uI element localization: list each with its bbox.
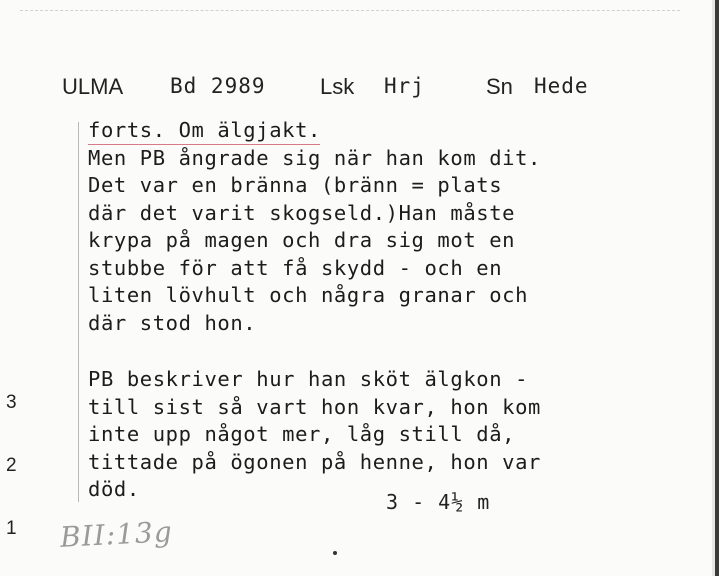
parish-value: Hede [534,74,589,98]
text-line: där det varit skogseld.)Han måste [88,200,516,225]
margin-number: 2 [6,455,17,476]
volume-number: Bd 2989 [170,74,266,98]
county-label: Lsk [320,74,355,99]
text-line: forts. Om älgjakt. [88,118,321,142]
margin-number: 1 [6,518,17,539]
text-line: Men PB ångrade sig när han kom dit. [88,145,541,170]
margin-rule [78,122,79,502]
text-line: stubbe för att få skydd - och en [88,255,503,280]
text-line: där stod hon. [88,310,257,335]
parish-label: Sn [486,74,513,99]
text-line: död. [88,477,140,501]
measurement-note: 3 - 4½ m [386,490,491,514]
card-header [62,72,672,104]
text-line: till sist så vart hon kvar, hon kom [88,394,541,419]
text-line: liten lövhult och några granar och [88,283,529,307]
county-value: Hrj [384,74,425,98]
text-line: Det var en bränna (bränn = plats [88,173,503,197]
text-line: tittade på ögonen på henne, hon var [88,449,541,474]
paragraph-2 [88,366,688,504]
margin-number: 3 [6,392,17,413]
top-edge-mark [20,10,680,11]
text-line: krypa på magen och dra sig mot en [88,228,516,252]
paragraph-1 [88,117,688,337]
archive-code: ULMA [62,74,124,99]
text-line: PB beskriver hur han sköt älgkon - [88,367,529,391]
ink-dot [333,551,337,555]
handwritten-signum: BII:13g [59,515,174,554]
text-line: inte upp något mer, låg still då, [88,422,516,446]
